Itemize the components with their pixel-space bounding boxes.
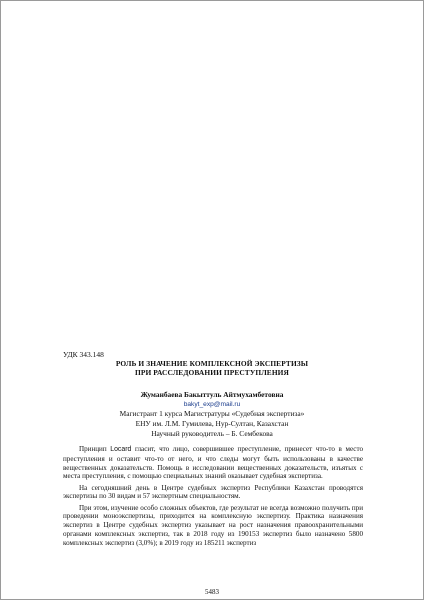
locard-term: Locard [110, 446, 132, 453]
author-affiliation-program: Магистрант 1 курса Магистратуры «Судебная экспертиза» [119, 409, 305, 418]
author-name: Жуманбаева Бакыттуль Айтмухамбетовна [140, 390, 284, 399]
paragraph-text: гласит, что лицо, совершившее преступление, принесет что-то в место преступления и оставит что-то от него, и что следы могут быть использованы в качестве вещественных доказательств. Помощь в исследовании вещественных доказательств, изъятых с места преступления, с помощью специальных знаний оказывает судебная экспертиза. [63, 445, 363, 481]
paragraph-locard [63, 445, 363, 481]
author-affiliation-university: ЕНУ им. Л.М. Гумилева, Нур-Султан, Казахстан [135, 419, 289, 428]
udc-code: УДК 343.148 [63, 350, 104, 359]
article-body [63, 445, 363, 550]
article-title-line-2: ПРИ РАССЛЕДОВАНИИ ПРЕСТУПЛЕНИЯ [135, 368, 289, 377]
author-email-link[interactable]: bakyt_exp@mail.ru [183, 401, 241, 408]
paragraph-complex-expertise: При этом, изучение особо сложных объектов, где результат не всегда возможно получить при проведении моноэкспертизы, приходится на комплексную экспертизу. Практика назначения экспертиз в Центре судебных экспертиз указывает на рост назначения правоохранительными органами комплексных экспертиз, так в 2018 году из 190153 экспертиз было назначено 5800 комплексных экспертиз (3,0%); в 2019 году из 185211 экспертиз [63, 503, 363, 547]
page-number: 5483 [205, 588, 219, 596]
paragraph-expertise-types: На сегодняшний день в Центре судебных экспертиз Республики Казахстан проводятся экспертизы по 30 видам и 57 экспертным специальностям. [63, 483, 363, 501]
paragraph-text: Принцип [79, 445, 111, 453]
article-title-line-1: РОЛЬ И ЗНАЧЕНИЕ КОМПЛЕКСНОЙ ЭКСПЕРТИЗЫ [115, 359, 309, 368]
scientific-supervisor: Научный руководитель – Б. Сембекова [151, 429, 273, 438]
